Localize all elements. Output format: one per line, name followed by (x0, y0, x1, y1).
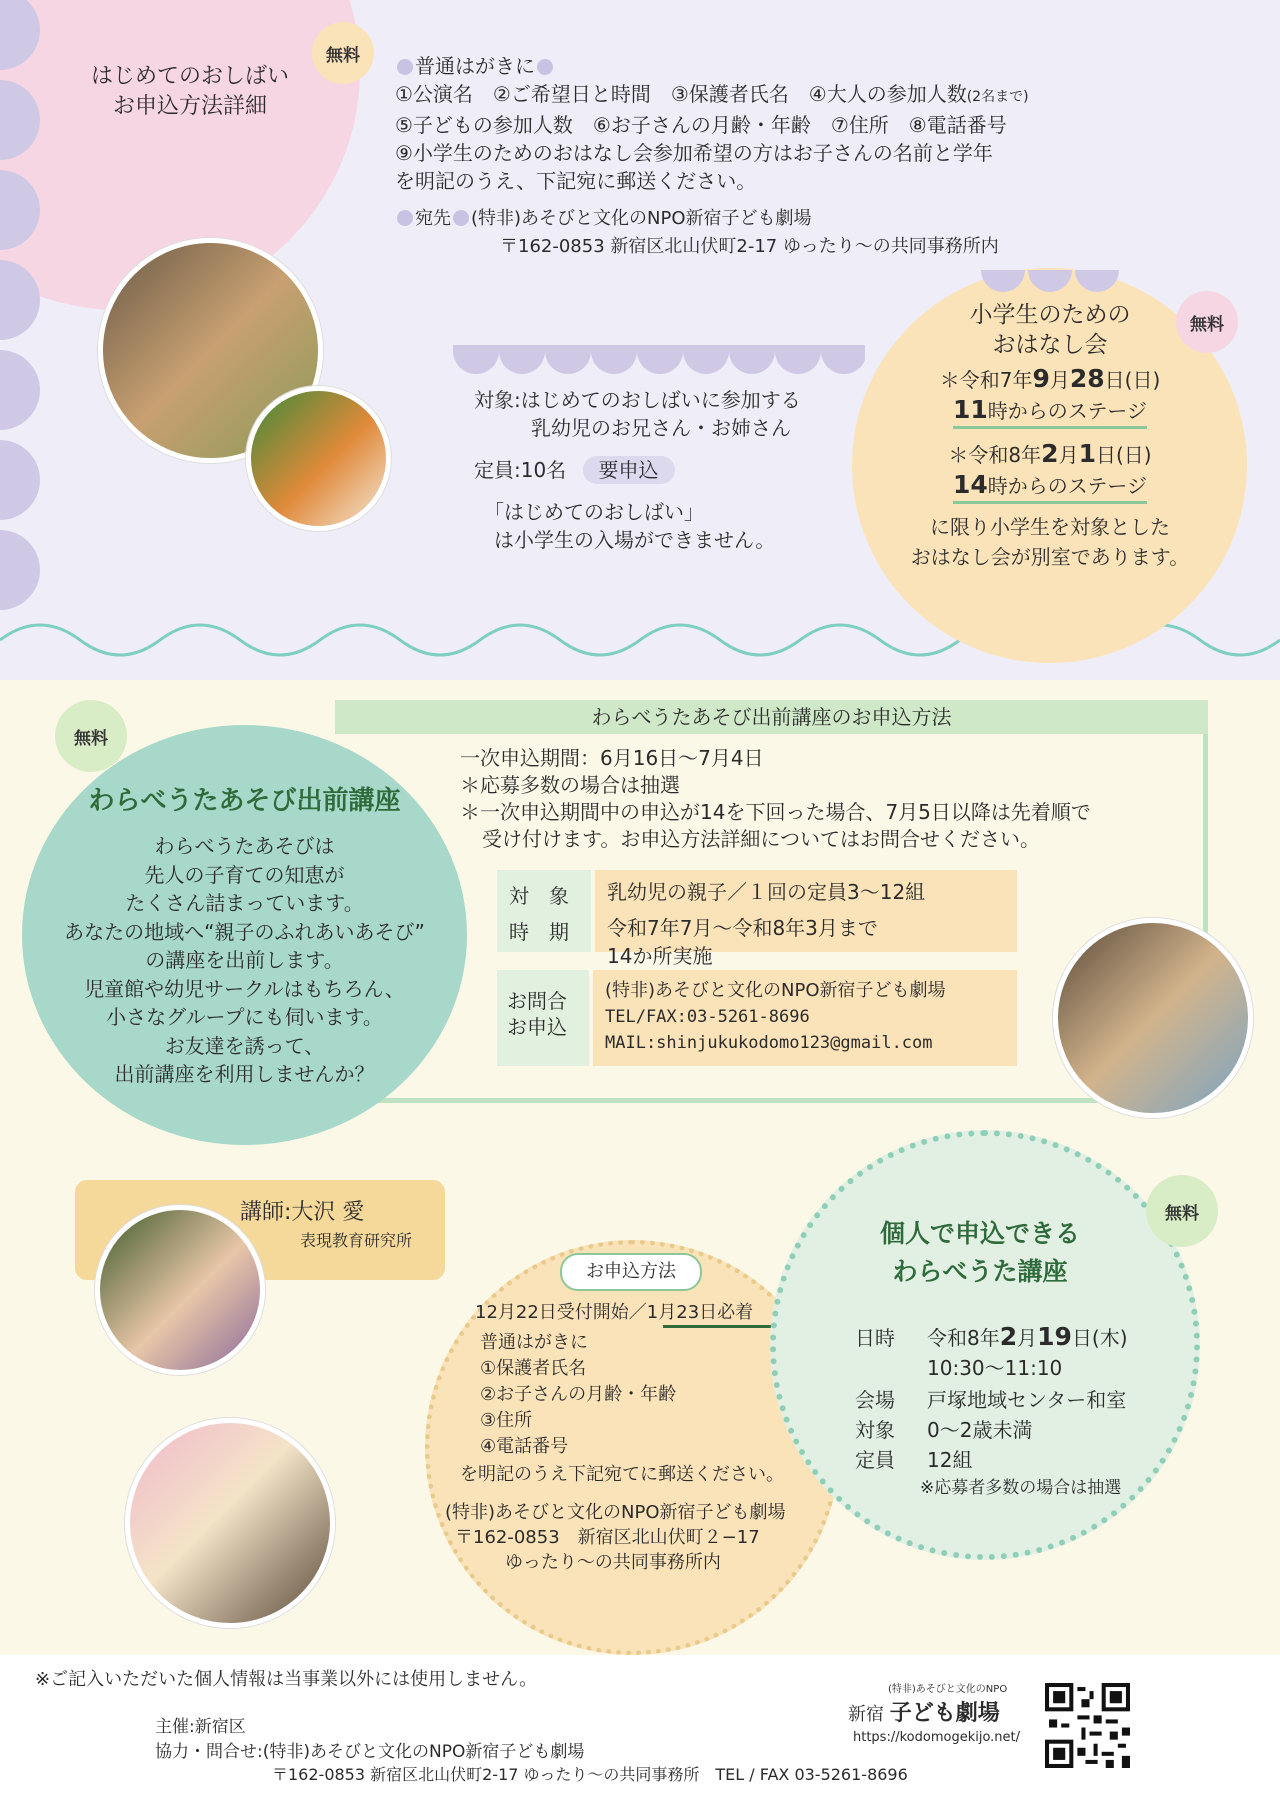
note-line: は小学生の入場ができません。 (494, 528, 776, 552)
row-label: 時 期 (509, 920, 569, 944)
detail-capacity: 定員 12組 (855, 1448, 973, 1472)
postcard-item: ①公演名 ②ご希望日と時間 ③保護者氏名 ④大人の参加人数(2名まで) (395, 82, 1029, 106)
desc-line: 先人の子育ての知恵が (144, 862, 345, 887)
target-line: 乳幼児のお兄さん・お姉さん (531, 416, 791, 440)
individual-apply-lines (480, 1330, 676, 1460)
cooperation: 協力・問合せ:(特非)あそびと文化のNPO新宿子ども劇場 (155, 1742, 585, 1762)
target-line: 対象:はじめてのおしばいに参加する (474, 388, 801, 412)
desc-line: あなたの地域へ“親子のふれあいあそび” (64, 919, 425, 944)
note-line: 「はじめてのおしばい」 (484, 500, 704, 524)
logo-url: https://kodomogekijo.net/ (853, 1730, 1021, 1745)
instructor-org: 表現教育研究所 (300, 1231, 413, 1250)
postcard-instructions (395, 52, 1029, 261)
postcard-item: ⑨小学生のためのおはなし会参加希望の方はお子さんの名前と学年 (395, 141, 993, 165)
photo-warabe (1053, 918, 1253, 1118)
apply-line: ④電話番号 (480, 1436, 569, 1457)
destination: 宛先 (特非)あそびと文化のNPO新宿子ども劇場 (395, 205, 1029, 233)
contact-mail: MAIL:shinjukukodomo123@gmail.com (605, 1033, 933, 1053)
lottery-note: ＊応募多数の場合は抽選 (460, 773, 680, 797)
desc-line: 出前講座を利用しませんか？ (114, 1062, 375, 1086)
row-value: 乳幼児の親子／１回の定員3〜12組 (607, 880, 926, 904)
top-title-line: はじめてのおしばい (90, 64, 289, 89)
individual-details (855, 1322, 1128, 1501)
desc-line: の講座を出前します。 (145, 948, 344, 972)
top-title-line: お申込方法詳細 (112, 94, 267, 119)
warabe-title: わらべうたあそび出前講座 (88, 786, 401, 816)
ohanashi-date: ＊令和8年2月1日(日) (948, 439, 1152, 468)
contact-tel: TEL/FAX:03-5261-8696 (605, 1007, 810, 1027)
first-come-note: ＊一次申込期間中の申込が14を下回った場合、7月5日以降は先着順で (460, 800, 1091, 824)
desc-line: 児童館や幼児サークルはもちろん、 (84, 976, 405, 1001)
detail-time: 10:30〜11:10 (927, 1356, 1063, 1380)
apply-line: 普通はがきに (480, 1332, 588, 1353)
postcard-item: を明記のうえ、下記宛に郵送ください。 (395, 169, 757, 193)
apply-line: ②お子さんの月齢・年齢 (480, 1384, 677, 1405)
logo-main: 新宿 子ども劇場 (848, 1701, 1000, 1726)
address-line: 〒162-0853 新宿区北山伏町２−17 (455, 1527, 760, 1548)
contact-label: お申込 (507, 1015, 567, 1039)
top-title (70, 62, 310, 122)
contact-org: (特非)あそびと文化のNPO新宿子ども劇場 (605, 980, 946, 1001)
apply-required-badge: 要申込 (583, 456, 675, 484)
individual-apply-period: 12月22日受付開始／1月23日必着 (475, 1302, 754, 1323)
table-row (497, 870, 1017, 968)
free-badge: 無料 (1176, 291, 1238, 353)
individual-apply-closing: を明記のうえ下記宛てに郵送ください。 (460, 1464, 784, 1485)
contact-label: お問合 (507, 989, 567, 1013)
individual-title (790, 1215, 1170, 1291)
capacity-line: 定員:10名 要申込 (474, 456, 801, 484)
photo-hands (125, 1418, 335, 1628)
target-info (474, 386, 801, 554)
apply-line: ③住所 (480, 1410, 533, 1431)
photo-instructor (95, 1205, 265, 1375)
ohanashi-scallop (980, 270, 1120, 292)
postcard-label-line (395, 52, 1029, 80)
period: 一次申込期間：6月16日〜7月4日 (460, 746, 764, 770)
ohanashi-date: ＊令和7年9月28日(日) (939, 364, 1161, 393)
ohanashi-time: 14時からのステージ (953, 470, 1147, 504)
table-row (497, 970, 1017, 1066)
free-badge: 無料 (1146, 1175, 1218, 1247)
privacy-note: ※ご記入いただいた個人情報は当事業以外には使用しません。 (35, 1669, 538, 1690)
apply-header: わらべうたあそび出前講座のお申込方法 (335, 700, 1208, 734)
desc-line: 小さなグループにも伺います。 (106, 1005, 383, 1029)
free-badge: 無料 (312, 22, 374, 84)
ohanashi-note: おはなし会が別室であります。 (910, 545, 1190, 569)
scallop-decoration (0, 0, 70, 680)
ohanashi-time: 11時からのステージ (953, 395, 1147, 429)
host: 主催:新宿区 (155, 1717, 246, 1737)
row-value: 令和7年7月〜令和8年3月まで (607, 916, 878, 940)
individual-apply-header: お申込方法 (560, 1253, 702, 1291)
ohanashi-title: 小学生のための (969, 302, 1131, 328)
free-badge: 無料 (55, 700, 127, 772)
ohanashi-note: に限り小学生を対象とした (930, 515, 1170, 539)
scallop-bar (453, 345, 865, 377)
apply-line: ①保護者氏名 (480, 1358, 587, 1379)
address-line: ゆったり〜の共同事務所内 (505, 1552, 721, 1573)
individual-apply-address (445, 1500, 786, 1575)
footer-address: 〒162-0853 新宿区北山伏町2-17 ゆったり〜の共同事務所 TEL / FAX 03-5261-8696 (272, 1765, 908, 1784)
detail-target: 対象 0〜2歳未満 (855, 1418, 1033, 1442)
postcard-item: ⑤子どもの参加人数 ⑥お子さんの月齢・年齢 ⑦住所 ⑧電話番号 (395, 113, 1007, 137)
photo-puppet (246, 386, 391, 531)
detail-venue: 会場 戸塚地域センター和室 (855, 1388, 1127, 1412)
postcard-label: 普通はがきに (415, 54, 535, 78)
destination-address: 〒162-0853 新宿区北山伏町2-17 ゆったり〜の共同事務所内 (500, 236, 999, 257)
desc-line: たくさん詰まっています。 (125, 891, 364, 915)
desc-line: わらべうたあそびは (154, 834, 335, 858)
warabe-desc (22, 832, 467, 1089)
instructor-title: 講師:大沢 愛 (240, 1200, 365, 1225)
warabe-table (497, 870, 1017, 1066)
logo-top: (特非)あそびと文化のNPO (888, 1684, 1008, 1695)
period-underline (663, 1325, 787, 1328)
warabe-apply-text (460, 745, 1091, 853)
individual-title-line: わらべうた講座 (892, 1257, 1068, 1286)
detail-note: ※応募者多数の場合は抽選 (920, 1478, 1122, 1498)
desc-line: お友達を誘って、 (164, 1033, 325, 1058)
detail-date: 日時 令和8年2月19日(木) (855, 1322, 1128, 1351)
org-logo (848, 1680, 1023, 1760)
individual-title-line: 個人で申込できる (879, 1219, 1080, 1248)
address-line: (特非)あそびと文化のNPO新宿子ども劇場 (445, 1502, 786, 1523)
first-come-note: 受け付けます。お申込方法詳細についてはお問合せください。 (482, 827, 1040, 851)
ohanashi-title: おはなし会 (992, 332, 1108, 358)
qr-code-icon[interactable] (1045, 1683, 1130, 1768)
row-value: 14か所実施 (607, 944, 713, 968)
row-label: 対 象 (509, 884, 569, 908)
ohanashi-content (880, 300, 1220, 572)
